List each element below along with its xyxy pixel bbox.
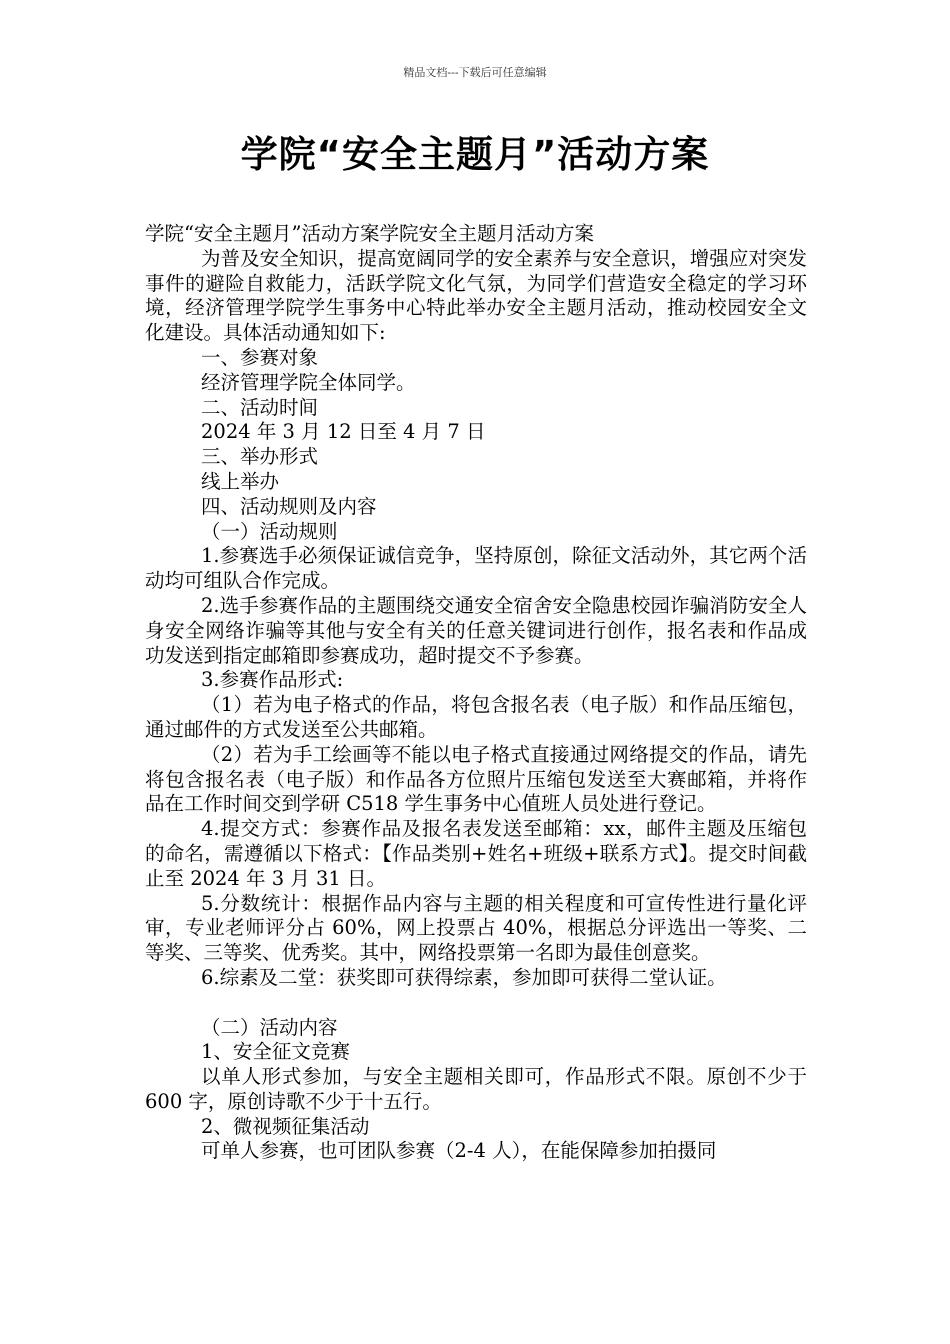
subsection-heading-content: （二）活动内容 [201, 1015, 338, 1039]
document-title: 学院“安全主题月”活动方案 [240, 133, 710, 176]
intro-paragraph: 为普及安全知识，提高宽阔同学的安全素养与安全意识，增强应对突发事件的避险自救能力，活跃学院文化气氛，为同学们营造安全稳定的学习环境，经济管理学院学生事务中心特此举办安全主题月活动，推动校园安全文化建设。具体活动通知如下: [145, 246, 807, 345]
rule-4: 4.提交方式：参赛作品及报名表发送至邮箱：xx，邮件主题及压缩包的命名，需遵循以下格式：【作品类别+姓名+班级+联系方式】。提交时间截止至 2024 年 3 月 31 日。 [145, 817, 807, 890]
rule-6: 6.综素及二堂：获奖即可获得综素，参加即可获得二堂认证。 [201, 965, 727, 989]
section-body-participants: 经济管理学院全体同学。 [201, 370, 416, 394]
blank-line [145, 991, 807, 1016]
section-body-format: 线上举办 [201, 469, 280, 493]
content-1-body: 以单人形式参加，与安全主题相关即可，作品形式不限。原创不少于 600 字，原创诗歌不少于十五行。 [145, 1065, 807, 1113]
lead-line: 学院“安全主题月”活动方案学院安全主题月活动方案 [145, 222, 594, 245]
header-note: 精品文档---下载后可任意编辑 [403, 66, 547, 79]
rule-5: 5.分数统计：根据作品内容与主题的相关程度和可宣传性进行量化评审，专业老师评分占 60%，网上投票占 40%，根据总分评选出一等奖、二等奖、三等奖、优秀奖。其中，网络投票第一名即为最佳创意奖。 [145, 891, 807, 965]
rule-1: 1.参赛选手必须保证诚信竞争，坚持原创，除征文活动外，其它两个活动均可组队合作完成。 [145, 544, 807, 593]
section-heading-participants: 一、参赛对象 [201, 345, 319, 369]
content-2-heading: 2、微视频征集活动 [201, 1114, 370, 1138]
subsection-heading-rules: （一）活动规则 [201, 519, 338, 543]
rule-3-2: （2）若为手工绘画等不能以电子格式直接通过网络提交的作品，请先将包含报名表（电子版）和作品各方位照片压缩包发送至大赛邮箱，并将作品在工作时间交到学研 C518 学生事务中心值班人员处进行登记。 [145, 742, 807, 816]
content-1-heading: 1、安全征文竞赛 [201, 1040, 350, 1064]
document-body [145, 222, 807, 1164]
section-body-time: 2024 年 3 月 12 日至 4 月 7 日 [201, 420, 486, 444]
content-2-body: 可单人参赛，也可团队参赛（2-4 人），在能保障参加拍摄同 [201, 1139, 717, 1163]
section-heading-time: 二、活动时间 [201, 395, 319, 419]
rule-3: 3.参赛作品形式: [201, 668, 344, 692]
section-heading-rules-content: 四、活动规则及内容 [201, 494, 377, 518]
rule-2: 2.选手参赛作品的主题围绕交通安全宿舍安全隐患校园诈骗消防安全人身安全网络诈骗等其他与安全有关的任意关键词进行创作，报名表和作品成功发送到指定邮箱即参赛成功，超时提交不予参赛。 [145, 593, 807, 667]
section-heading-format: 三、举办形式 [201, 445, 319, 469]
rule-3-1: （1）若为电子格式的作品，将包含报名表（电子版）和作品压缩包，通过邮件的方式发送至公共邮箱。 [145, 693, 807, 741]
